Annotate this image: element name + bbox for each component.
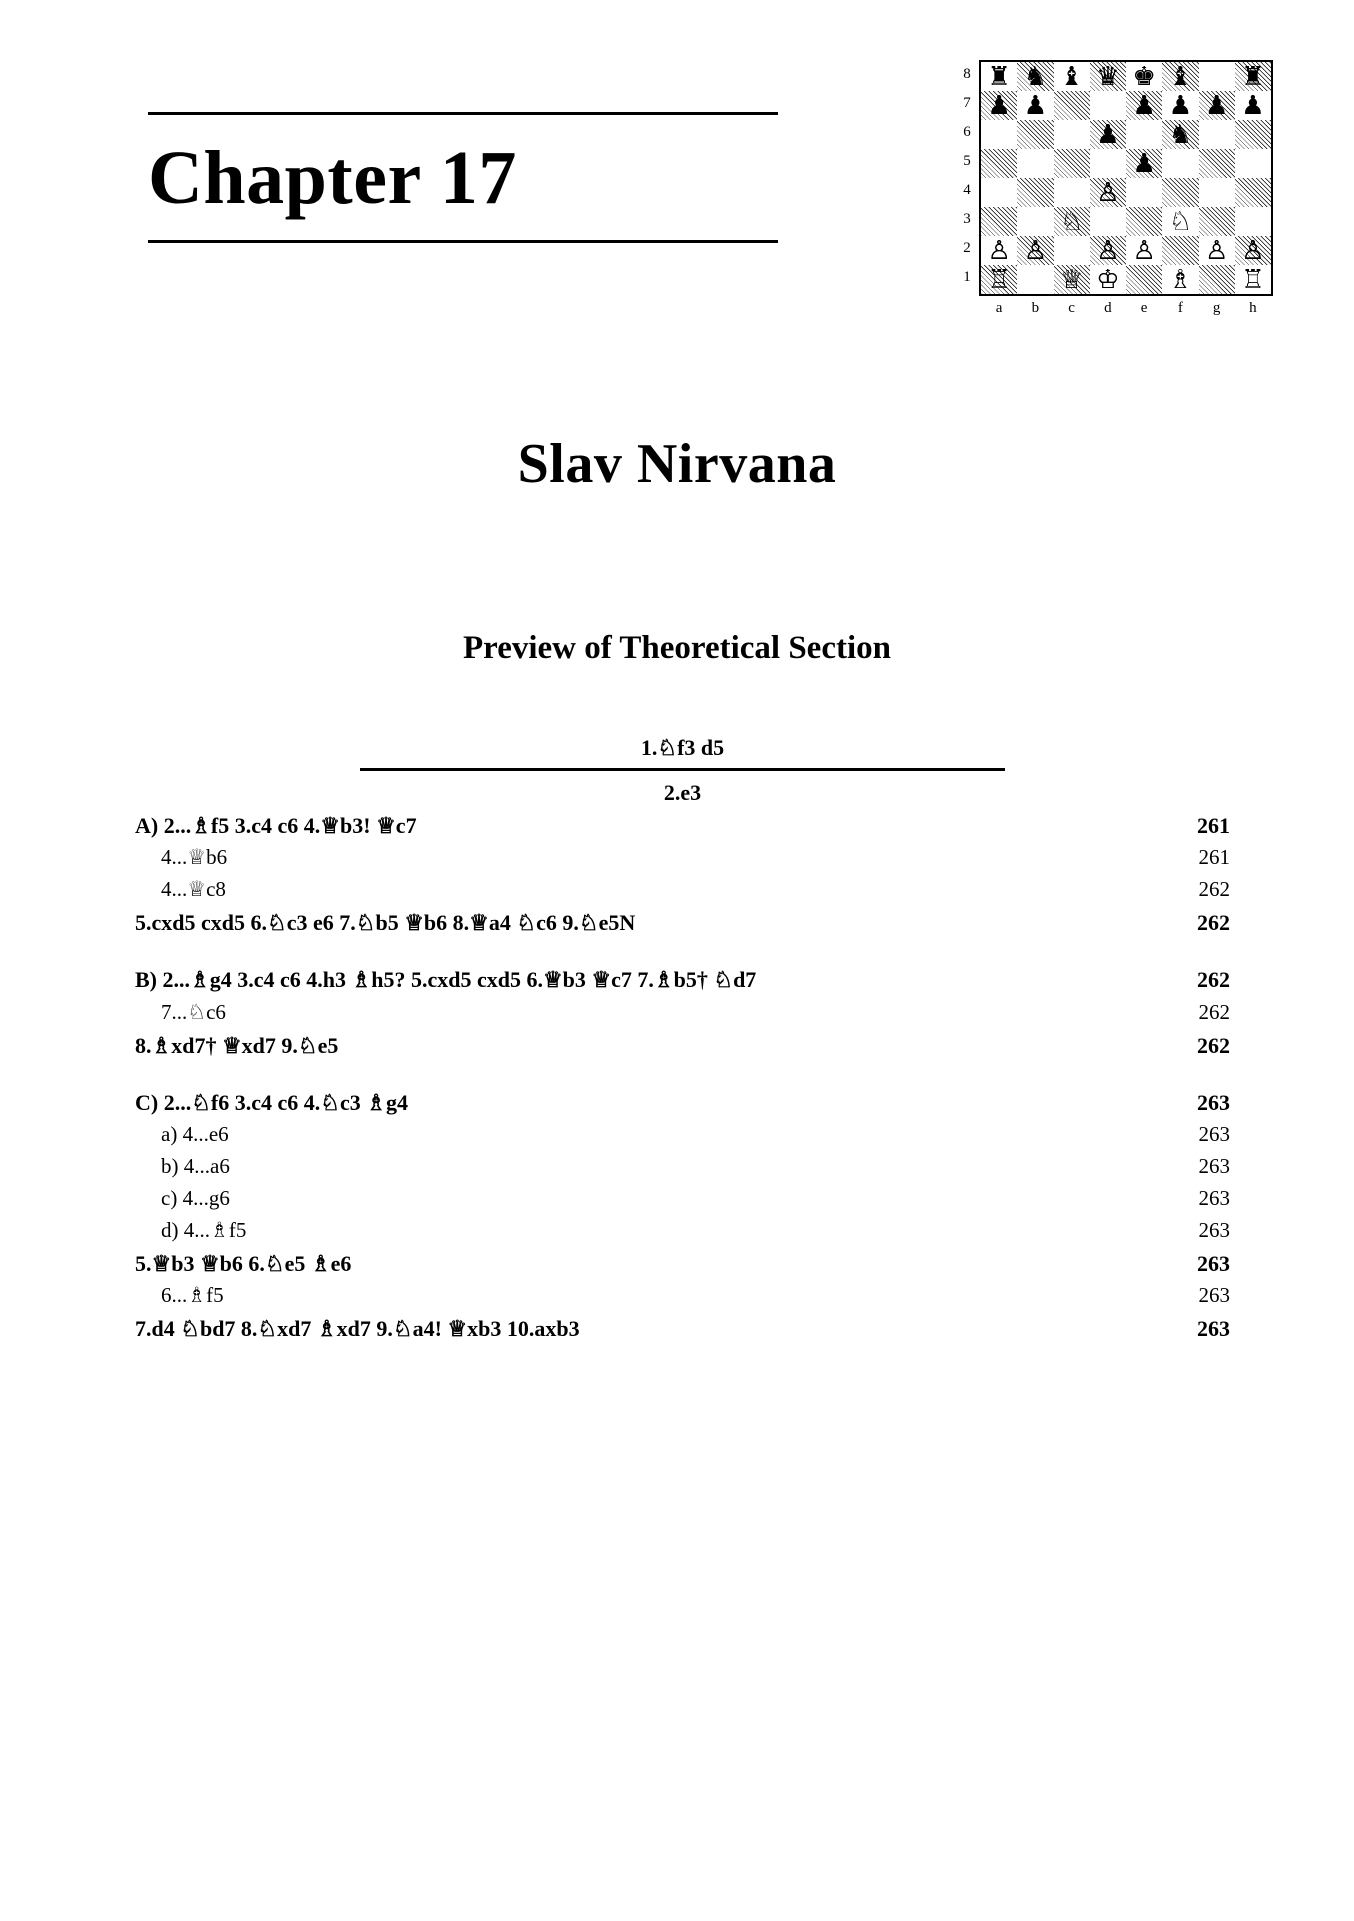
board-square [1090,149,1126,178]
board-square [1017,91,1053,120]
chess-piece: ♟ [1132,148,1156,179]
page-number: 261 [1198,844,1230,869]
chess-piece: ♟ [987,90,1011,121]
rank-label: 8 [963,66,971,82]
chess-piece: ♙ [1023,235,1048,266]
move-text: b) 4...a6 [161,1154,230,1179]
header-move: 1.♘f3 d5 [640,735,725,760]
page-number: 263 [1197,1251,1230,1277]
move-text: 4...♕b6 [161,844,228,869]
rank-label: 3 [963,211,971,227]
move-line-sub [135,842,1230,874]
board-square [1199,91,1235,120]
chess-piece: ♞ [1023,61,1048,92]
move-line-main [135,906,1230,939]
board-square [1235,236,1271,265]
move-text: d) 4...♗f5 [161,1218,247,1243]
move-line-spacer [135,939,1230,963]
rank-label: 4 [963,182,971,198]
board-square [1162,178,1198,207]
chapter-rule-bottom [148,240,778,243]
board-square [1054,207,1090,236]
board-square [1126,91,1162,120]
board-square [1235,62,1271,91]
board-square [1162,265,1198,294]
rank-label: 2 [963,240,971,256]
move-text: A) 2...♗f5 3.c4 c6 4.♕b3! ♕c7 [135,812,417,838]
board-square [1090,265,1126,294]
board-square [1199,178,1235,207]
chess-piece: ♕ [1059,264,1084,295]
move-line-sub [135,874,1230,906]
board-square [981,91,1017,120]
rank-label: 5 [963,153,971,169]
board-square [1162,149,1198,178]
chapter-heading-block [148,112,788,243]
chess-piece: ♗ [1168,264,1193,295]
board-square [1126,265,1162,294]
file-label: a [995,300,1003,316]
board-square [1054,178,1090,207]
board-square [1126,207,1162,236]
board-square [1054,149,1090,178]
board-square [1235,265,1271,294]
move-line-spacer [135,1062,1230,1086]
page-number: 262 [1198,876,1230,901]
board-square [1090,236,1126,265]
move-lines [135,809,1230,1346]
board-square [1090,178,1126,207]
move-line-sub [135,997,1230,1029]
board-square [1090,91,1126,120]
chess-piece: ♘ [1059,206,1084,237]
board-square [1199,120,1235,149]
chess-piece: ♖ [1241,264,1265,295]
chess-piece: ♙ [1096,235,1120,266]
board-square [1090,120,1126,149]
chess-piece: ♖ [987,264,1011,295]
chess-piece: ♙ [1132,235,1156,266]
move-text: 8.♗xd7† ♕xd7 9.♘e5 [135,1032,339,1058]
board-square [1162,91,1198,120]
page-number: 263 [1197,1316,1230,1342]
page-number: 263 [1198,1122,1230,1147]
board-square [1017,149,1053,178]
board-square [1054,120,1090,149]
file-label: e [1140,300,1148,316]
move-line-main [135,1312,1230,1345]
rank-labels [960,60,974,292]
board-square [1017,178,1053,207]
board-square [1054,236,1090,265]
chess-piece: ♟ [1096,119,1120,150]
board-square [1235,207,1271,236]
board-square [1126,62,1162,91]
board-square [1162,207,1198,236]
move-line-main [135,1029,1230,1062]
move-line-sub [135,1119,1230,1151]
board-square [1017,265,1053,294]
chess-piece: ♟ [1241,90,1265,121]
chess-piece: ♙ [1204,235,1229,266]
board-square [981,62,1017,91]
page-number: 261 [1197,812,1230,838]
board-square [1126,120,1162,149]
board-square [1199,236,1235,265]
move-line-main [135,809,1230,842]
rank-label: 6 [963,124,971,140]
board-square [981,207,1017,236]
board-square [1162,236,1198,265]
chess-board [979,60,1273,296]
chess-piece: ♛ [1096,61,1120,92]
file-label: f [1177,300,1183,316]
file-label: c [1068,300,1075,316]
board-square [1199,149,1235,178]
chess-piece: ♘ [1168,206,1193,237]
move-text: 4...♕c8 [161,876,226,901]
board-square [1090,207,1126,236]
chess-piece: ♟ [1204,90,1229,121]
chess-piece: ♙ [987,235,1011,266]
move-text: c) 4...g6 [161,1186,230,1211]
chess-piece: ♔ [1096,264,1120,295]
board-square [1017,207,1053,236]
move-list-rule [360,768,1005,771]
move-text: 6...♗f5 [161,1283,224,1308]
board-square [981,120,1017,149]
move-line-main [135,1086,1230,1119]
board-square [1199,207,1235,236]
page-number: 262 [1197,1032,1230,1058]
rank-label: 7 [963,95,971,111]
board-square [1162,62,1198,91]
move-line-main [135,1247,1230,1280]
page-number: 262 [1197,909,1230,935]
board-square [1017,120,1053,149]
board-square [1126,149,1162,178]
file-label: h [1249,300,1257,316]
board-square [981,236,1017,265]
chapter-title: Chapter 17 [148,136,517,220]
page-number: 263 [1198,1186,1230,1211]
chess-piece: ♚ [1132,61,1156,92]
file-label: g [1212,300,1221,316]
board-square [1199,265,1235,294]
move-text: 5.cxd5 cxd5 6.♘c3 e6 7.♘b5 ♕b6 8.♕a4 ♘c6 9.♘e5N [135,909,636,935]
file-labels [981,298,1273,318]
chess-piece: ♙ [1096,177,1120,208]
page-number: 263 [1198,1154,1230,1179]
move-line-sub [135,1183,1230,1215]
rank-label: 1 [963,269,971,285]
board-square [1054,62,1090,91]
board-square [1235,178,1271,207]
board-square [1017,62,1053,91]
board-square [1090,62,1126,91]
board-square [1126,236,1162,265]
chess-piece: ♟ [1168,90,1193,121]
board-square [1162,120,1198,149]
move-text: a) 4...e6 [161,1122,229,1147]
opening-title: Slav Nirvana [517,433,837,495]
chess-diagram [960,60,1273,318]
board-square [981,149,1017,178]
chess-piece: ♝ [1168,61,1193,92]
page-number: 263 [1198,1283,1230,1308]
board-square [1126,178,1162,207]
move-text: C) 2...♘f6 3.c4 c6 4.♘c3 ♗g4 [135,1089,409,1115]
page-number: 262 [1198,999,1230,1024]
board-square [1235,120,1271,149]
move-text: B) 2...♗g4 3.c4 c6 4.h3 ♗h5? 5.cxd5 cxd5 6.♕b3 ♕c7 7.♗b5† ♘d7 [135,967,757,993]
chess-piece: ♜ [1241,61,1265,92]
move-list [135,732,1230,1346]
move-text: 5.♕b3 ♕b6 6.♘e5 ♗e6 [135,1251,352,1277]
move-text: 7.d4 ♘bd7 8.♘xd7 ♗xd7 9.♘a4! ♕xb3 10.axb3 [135,1316,580,1342]
board-square [981,265,1017,294]
file-label: b [1031,300,1040,316]
chess-piece: ♟ [1132,90,1156,121]
board-square [1235,149,1271,178]
file-label: d [1104,300,1112,316]
preview-section-title: Preview of Theoretical Section [463,630,891,666]
page-number: 263 [1197,1089,1230,1115]
page-number: 263 [1198,1218,1230,1243]
move-line-main [135,963,1230,996]
move-text: 7...♘c6 [161,999,226,1024]
move-line-sub [135,1151,1230,1183]
chess-piece: ♙ [1241,235,1265,266]
board-square [1235,91,1271,120]
chess-piece: ♞ [1168,119,1193,150]
board-square [1017,236,1053,265]
move-line-sub [135,1215,1230,1247]
board-square [1199,62,1235,91]
chess-piece: ♜ [987,61,1011,92]
chess-piece: ♝ [1059,61,1084,92]
board-square [981,178,1017,207]
board-square [1054,265,1090,294]
page-number: 262 [1197,967,1230,993]
board-square [1054,91,1090,120]
move-line-sub [135,1280,1230,1312]
chess-piece: ♟ [1023,90,1048,121]
second-move: 2.e3 [663,779,702,805]
